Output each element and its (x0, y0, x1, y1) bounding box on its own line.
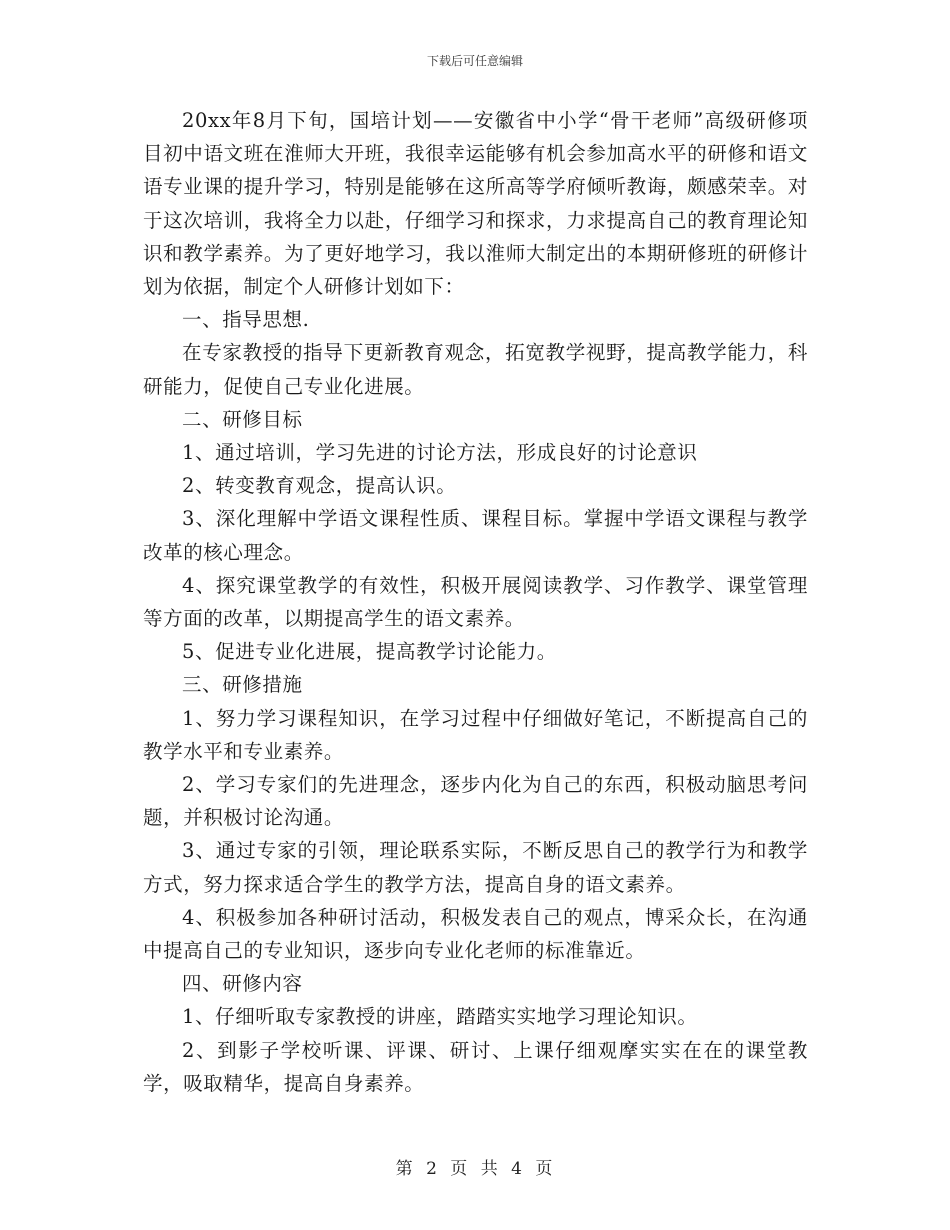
section-heading-content: 四、研修内容 (182, 972, 303, 996)
list-item: 3、通过专家的引领，理论联系实际，不断反思自己的教学行为和教学方式，努力探求适合学生的教学方法，提高自身的语文素养。 (143, 839, 808, 896)
document-body (143, 104, 808, 1100)
total-unit: 页 (535, 1159, 555, 1179)
page-footer (0, 1154, 950, 1179)
list-item: 4、积极参加各种研讨活动，积极发表自己的观点，博采众长，在沟通中提高自己的专业知识，逐步向专业化老师的标准靠近。 (143, 905, 808, 963)
section-heading-measures: 三、研修措施 (182, 673, 303, 697)
header-note: 下载后可任意编辑 (426, 54, 523, 68)
current-page-number: 2 (426, 1159, 439, 1179)
section-heading-guiding-thought: 一、指导思想. (182, 308, 310, 332)
intro-paragraph: 20xx年8月下旬，国培计划——安徽省中小学“骨干老师”高级研修项目初中语文班在淮师大开班，我很幸运能够有机会参加高水平的研修和语文语专业课的提升学习，特别是能够在这所高等学府倾听教诲，颇感荣幸。对于这次培训，我将全力以赴，仔细学习和探求，力求提高自己的教育理论知识和教学素养。为了更好地学习，我以淮师大制定出的本期研修班的研修计划为依据，制定个人研修计划如下： (143, 109, 808, 299)
list-item: 1、通过培训，学习先进的讨论方法，形成良好的讨论意识 (182, 441, 698, 465)
list-item: 5、促进专业化进展，提高教学讨论能力。 (182, 640, 557, 664)
list-item: 1、仔细听取专家教授的讲座，踏踏实实地学习理论知识。 (182, 1005, 698, 1029)
section-heading-goals: 二、研修目标 (182, 407, 303, 431)
paragraph: 在专家教授的指导下更新教育观念，拓宽教学视野，提高教学能力，科研能力，促使自己专业化进展。 (143, 341, 808, 398)
list-item: 3、深化理解中学语文课程性质、课程目标。掌握中学语文课程与教学改革的核心理念。 (143, 507, 808, 564)
list-item: 4、探究课堂教学的有效性，积极开展阅读教学、习作教学、课堂管理等方面的改革，以期提高学生的语文素养。 (143, 573, 808, 631)
list-item: 2、学习专家们的先进理念，逐步内化为自己的东西，积极动脑思考问题，并积极讨论沟通。 (143, 773, 808, 830)
total-prefix: 共 (480, 1159, 500, 1179)
list-item: 1、努力学习课程知识，在学习过程中仔细做好笔记，不断提高自己的教学水平和专业素养。 (143, 706, 808, 763)
total-pages-number: 4 (511, 1159, 524, 1179)
page-unit: 页 (450, 1159, 470, 1179)
list-item: 2、到影子学校听课、评课、研讨、上课仔细观摩实实在在的课堂教学，吸取精华，提高自身素养。 (143, 1038, 808, 1095)
list-item: 2、转变教育观念，提高认识。 (182, 474, 457, 498)
page-prefix: 第 (395, 1159, 415, 1179)
